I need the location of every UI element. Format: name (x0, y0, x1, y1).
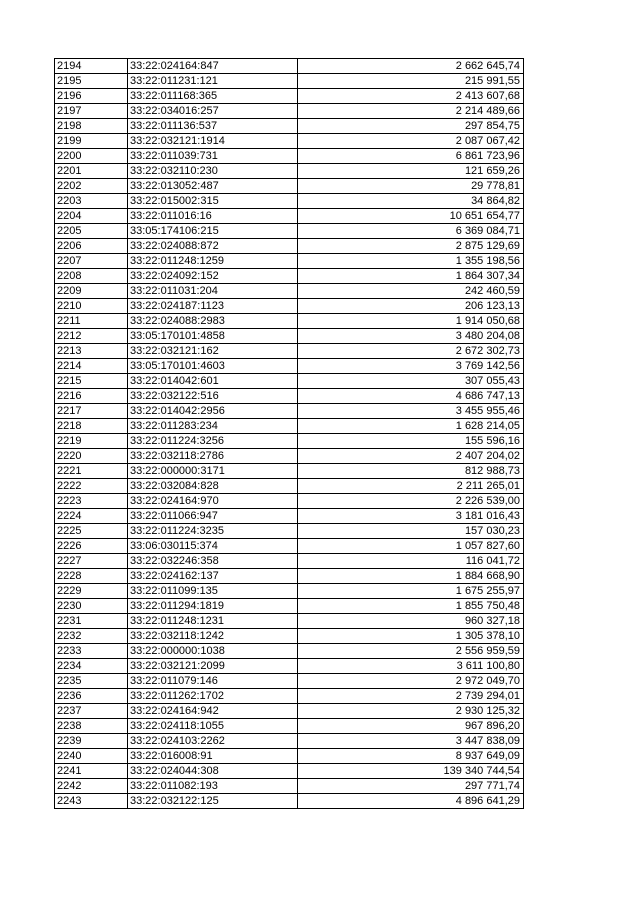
value-cell: 307 055,43 (298, 374, 524, 389)
table-row (55, 749, 524, 764)
cadastral-number-cell: 33:22:032110:230 (128, 164, 298, 179)
table-row (55, 329, 524, 344)
table-row (55, 419, 524, 434)
value-cell: 1 355 198,56 (298, 254, 524, 269)
table-row (55, 584, 524, 599)
value-cell: 3 447 838,09 (298, 734, 524, 749)
value-cell: 242 460,59 (298, 284, 524, 299)
cadastral-number-cell: 33:22:014042:2956 (128, 404, 298, 419)
row-number-cell: 2219 (55, 434, 128, 449)
row-number-cell: 2216 (55, 389, 128, 404)
row-number-cell: 2211 (55, 314, 128, 329)
cadastral-number-cell: 33:22:032118:1242 (128, 629, 298, 644)
cadastral-number-cell: 33:22:011136:537 (128, 119, 298, 134)
table-row (55, 104, 524, 119)
row-number-cell: 2230 (55, 599, 128, 614)
cadastral-number-cell: 33:22:000000:1038 (128, 644, 298, 659)
cadastral-number-cell: 33:22:016008:91 (128, 749, 298, 764)
cadastral-number-cell: 33:22:024164:847 (128, 59, 298, 74)
value-cell: 1 864 307,34 (298, 269, 524, 284)
table-row (55, 284, 524, 299)
cadastral-number-cell: 33:22:011082:193 (128, 779, 298, 794)
row-number-cell: 2235 (55, 674, 128, 689)
row-number-cell: 2213 (55, 344, 128, 359)
cadastral-number-cell: 33:22:011168:365 (128, 89, 298, 104)
row-number-cell: 2204 (55, 209, 128, 224)
value-cell: 1 855 750,48 (298, 599, 524, 614)
row-number-cell: 2218 (55, 419, 128, 434)
table-row (55, 209, 524, 224)
row-number-cell: 2217 (55, 404, 128, 419)
table-row (55, 494, 524, 509)
value-cell: 8 937 649,09 (298, 749, 524, 764)
table-row (55, 599, 524, 614)
value-cell: 297 854,75 (298, 119, 524, 134)
cadastral-number-cell: 33:22:024044:308 (128, 764, 298, 779)
value-cell: 157 030,23 (298, 524, 524, 539)
table-body (55, 59, 524, 809)
cadastral-number-cell: 33:05:170101:4858 (128, 329, 298, 344)
cadastral-number-cell: 33:22:032121:2099 (128, 659, 298, 674)
row-number-cell: 2243 (55, 794, 128, 809)
row-number-cell: 2232 (55, 629, 128, 644)
table-row (55, 59, 524, 74)
value-cell: 4 896 641,29 (298, 794, 524, 809)
cadastral-number-cell: 33:05:174106:215 (128, 224, 298, 239)
row-number-cell: 2209 (55, 284, 128, 299)
value-cell: 1 057 827,60 (298, 539, 524, 554)
row-number-cell: 2205 (55, 224, 128, 239)
table-row (55, 359, 524, 374)
row-number-cell: 2201 (55, 164, 128, 179)
cadastral-number-cell: 33:06:030115:374 (128, 539, 298, 554)
value-cell: 1 675 255,97 (298, 584, 524, 599)
row-number-cell: 2241 (55, 764, 128, 779)
table-row (55, 89, 524, 104)
value-cell: 2 930 125,32 (298, 704, 524, 719)
value-cell: 2 214 489,66 (298, 104, 524, 119)
row-number-cell: 2227 (55, 554, 128, 569)
row-number-cell: 2238 (55, 719, 128, 734)
value-cell: 3 455 955,46 (298, 404, 524, 419)
table-row (55, 794, 524, 809)
row-number-cell: 2237 (55, 704, 128, 719)
value-cell: 6 369 084,71 (298, 224, 524, 239)
cadastral-number-cell: 33:22:013052:487 (128, 179, 298, 194)
row-number-cell: 2200 (55, 149, 128, 164)
row-number-cell: 2242 (55, 779, 128, 794)
table-row (55, 389, 524, 404)
table-row (55, 74, 524, 89)
row-number-cell: 2195 (55, 74, 128, 89)
cadastral-number-cell: 33:22:032246:358 (128, 554, 298, 569)
cadastral-number-cell: 33:22:014042:601 (128, 374, 298, 389)
value-cell: 3 611 100,80 (298, 659, 524, 674)
value-cell: 1 628 214,05 (298, 419, 524, 434)
data-table (54, 58, 524, 809)
cadastral-number-cell: 33:22:024164:942 (128, 704, 298, 719)
cadastral-number-cell: 33:22:034016:257 (128, 104, 298, 119)
table-row (55, 479, 524, 494)
row-number-cell: 2206 (55, 239, 128, 254)
cadastral-number-cell: 33:05:170101:4603 (128, 359, 298, 374)
row-number-cell: 2196 (55, 89, 128, 104)
cadastral-number-cell: 33:22:024164:970 (128, 494, 298, 509)
row-number-cell: 2224 (55, 509, 128, 524)
table-row (55, 734, 524, 749)
table-row (55, 119, 524, 134)
cadastral-number-cell: 33:22:032122:516 (128, 389, 298, 404)
row-number-cell: 2203 (55, 194, 128, 209)
cadastral-number-cell: 33:22:032121:162 (128, 344, 298, 359)
cadastral-number-cell: 33:22:024187:1123 (128, 299, 298, 314)
table-row (55, 464, 524, 479)
value-cell: 2 413 607,68 (298, 89, 524, 104)
cadastral-number-cell: 33:22:024088:2983 (128, 314, 298, 329)
row-number-cell: 2212 (55, 329, 128, 344)
cadastral-number-cell: 33:22:024092:152 (128, 269, 298, 284)
cadastral-number-cell: 33:22:011248:1231 (128, 614, 298, 629)
value-cell: 6 861 723,96 (298, 149, 524, 164)
value-cell: 1 305 378,10 (298, 629, 524, 644)
cadastral-number-cell: 33:22:011016:16 (128, 209, 298, 224)
value-cell: 2 087 067,42 (298, 134, 524, 149)
table-row (55, 554, 524, 569)
table-row (55, 179, 524, 194)
cadastral-number-cell: 33:22:011079:146 (128, 674, 298, 689)
cadastral-number-cell: 33:22:011031:204 (128, 284, 298, 299)
value-cell: 2 407 204,02 (298, 449, 524, 464)
table-row (55, 239, 524, 254)
row-number-cell: 2226 (55, 539, 128, 554)
value-cell: 297 771,74 (298, 779, 524, 794)
row-number-cell: 2234 (55, 659, 128, 674)
row-number-cell: 2240 (55, 749, 128, 764)
table-row (55, 269, 524, 284)
table-row (55, 449, 524, 464)
value-cell: 155 596,16 (298, 434, 524, 449)
cadastral-number-cell: 33:22:024103:2262 (128, 734, 298, 749)
row-number-cell: 2229 (55, 584, 128, 599)
cadastral-number-cell: 33:22:032121:1914 (128, 134, 298, 149)
row-number-cell: 2210 (55, 299, 128, 314)
cadastral-number-cell: 33:22:011224:3235 (128, 524, 298, 539)
value-cell: 3 480 204,08 (298, 329, 524, 344)
cadastral-number-cell: 33:22:011248:1259 (128, 254, 298, 269)
value-cell: 1 914 050,68 (298, 314, 524, 329)
table-row (55, 539, 524, 554)
table-row (55, 689, 524, 704)
row-number-cell: 2215 (55, 374, 128, 389)
row-number-cell: 2236 (55, 689, 128, 704)
value-cell: 10 651 654,77 (298, 209, 524, 224)
cadastral-number-cell: 33:22:000000:3171 (128, 464, 298, 479)
table-row (55, 404, 524, 419)
cadastral-number-cell: 33:22:032118:2786 (128, 449, 298, 464)
row-number-cell: 2221 (55, 464, 128, 479)
row-number-cell: 2214 (55, 359, 128, 374)
value-cell: 139 340 744,54 (298, 764, 524, 779)
row-number-cell: 2197 (55, 104, 128, 119)
table-row (55, 659, 524, 674)
cadastral-number-cell: 33:22:011262:1702 (128, 689, 298, 704)
cadastral-number-cell: 33:22:011099:135 (128, 584, 298, 599)
value-cell: 3 181 016,43 (298, 509, 524, 524)
table-row (55, 254, 524, 269)
table-row (55, 344, 524, 359)
value-cell: 2 211 265,01 (298, 479, 524, 494)
cadastral-number-cell: 33:22:024162:137 (128, 569, 298, 584)
value-cell: 29 778,81 (298, 179, 524, 194)
value-cell: 812 988,73 (298, 464, 524, 479)
table-row (55, 434, 524, 449)
value-cell: 2 972 049,70 (298, 674, 524, 689)
row-number-cell: 2208 (55, 269, 128, 284)
cadastral-number-cell: 33:22:024088:872 (128, 239, 298, 254)
value-cell: 2 662 645,74 (298, 59, 524, 74)
table-row (55, 374, 524, 389)
row-number-cell: 2239 (55, 734, 128, 749)
row-number-cell: 2194 (55, 59, 128, 74)
table-row (55, 299, 524, 314)
value-cell: 960 327,18 (298, 614, 524, 629)
row-number-cell: 2225 (55, 524, 128, 539)
cadastral-number-cell: 33:22:032084:828 (128, 479, 298, 494)
cadastral-number-cell: 33:22:032122:125 (128, 794, 298, 809)
row-number-cell: 2223 (55, 494, 128, 509)
cadastral-number-cell: 33:22:011224:3256 (128, 434, 298, 449)
table-row (55, 644, 524, 659)
table-row (55, 764, 524, 779)
value-cell: 4 686 747,13 (298, 389, 524, 404)
table-row (55, 194, 524, 209)
row-number-cell: 2231 (55, 614, 128, 629)
row-number-cell: 2202 (55, 179, 128, 194)
value-cell: 206 123,13 (298, 299, 524, 314)
row-number-cell: 2228 (55, 569, 128, 584)
value-cell: 2 875 129,69 (298, 239, 524, 254)
value-cell: 1 884 668,90 (298, 569, 524, 584)
value-cell: 34 864,82 (298, 194, 524, 209)
value-cell: 3 769 142,56 (298, 359, 524, 374)
table-row (55, 524, 524, 539)
value-cell: 2 556 959,59 (298, 644, 524, 659)
table-row (55, 779, 524, 794)
table-row (55, 629, 524, 644)
table-row (55, 674, 524, 689)
value-cell: 215 991,55 (298, 74, 524, 89)
value-cell: 967 896,20 (298, 719, 524, 734)
table-row (55, 134, 524, 149)
value-cell: 116 041,72 (298, 554, 524, 569)
row-number-cell: 2199 (55, 134, 128, 149)
table-row (55, 704, 524, 719)
table-row (55, 614, 524, 629)
table-row (55, 224, 524, 239)
table-row (55, 719, 524, 734)
cadastral-number-cell: 33:22:015002:315 (128, 194, 298, 209)
value-cell: 121 659,26 (298, 164, 524, 179)
cadastral-number-cell: 33:22:011039:731 (128, 149, 298, 164)
cadastral-number-cell: 33:22:011231:121 (128, 74, 298, 89)
row-number-cell: 2198 (55, 119, 128, 134)
cadastral-number-cell: 33:22:011283:234 (128, 419, 298, 434)
table-row (55, 164, 524, 179)
row-number-cell: 2220 (55, 449, 128, 464)
value-cell: 2 739 294,01 (298, 689, 524, 704)
cadastral-number-cell: 33:22:024118:1055 (128, 719, 298, 734)
row-number-cell: 2233 (55, 644, 128, 659)
cadastral-number-cell: 33:22:011066:947 (128, 509, 298, 524)
value-cell: 2 672 302,73 (298, 344, 524, 359)
row-number-cell: 2207 (55, 254, 128, 269)
table-row (55, 149, 524, 164)
table-row (55, 509, 524, 524)
value-cell: 2 226 539,00 (298, 494, 524, 509)
table-row (55, 314, 524, 329)
cadastral-number-cell: 33:22:011294:1819 (128, 599, 298, 614)
table-row (55, 569, 524, 584)
row-number-cell: 2222 (55, 479, 128, 494)
